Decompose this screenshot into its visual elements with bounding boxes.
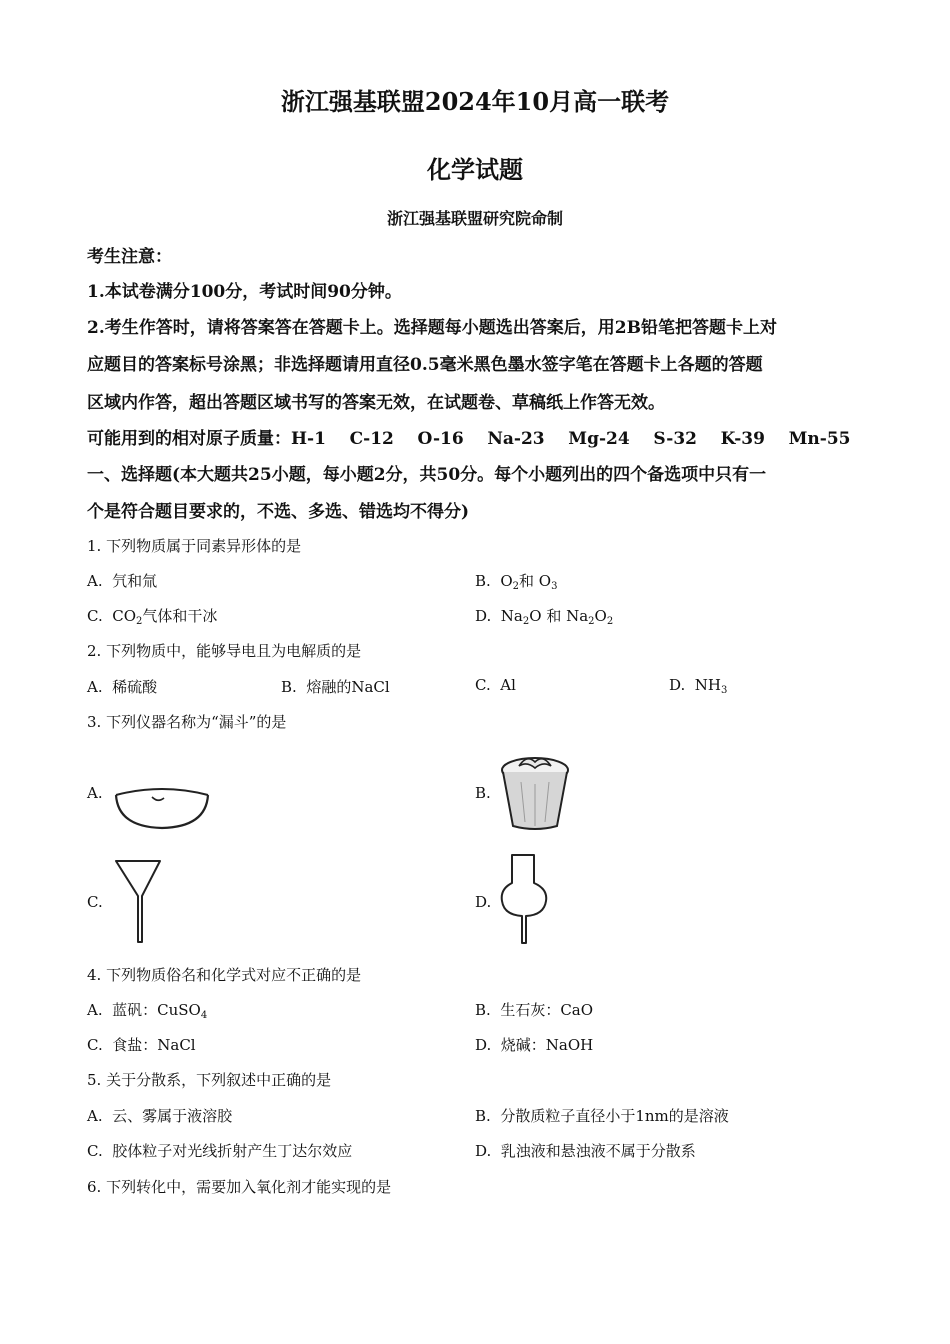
- author-line: 浙江强基联盟研究院命制: [386, 209, 563, 228]
- notice-heading: 考生注意：: [87, 247, 172, 267]
- section-heading-a: 一、选择题(本大题共25小题，每小题2分，共50分。每个小题列出的四个备选项中只有一: [87, 465, 767, 485]
- round-flask-icon: [500, 853, 548, 947]
- q1-option-b: B. $O_2$和 $O_3$: [475, 572, 558, 592]
- q1-option-a: A. 氕和氚: [87, 572, 158, 590]
- q2-option-a: A. 稀硫酸: [87, 678, 158, 696]
- notice-line-2b: 应题目的答案标号涂黑；非选择题请用直径0.5毫米黑色墨水签字笔在答题卡上各题的答题: [87, 355, 763, 375]
- q3-stem: 3. 下列仪器名称为“漏斗”的是: [87, 713, 287, 731]
- q2-option-b: B. 熔融的NaCl: [281, 678, 390, 696]
- q2-option-c: C. Al: [475, 676, 516, 694]
- q6-stem: 6. 下列转化中，需要加入氧化剂才能实现的是: [87, 1178, 392, 1196]
- q1-stem: 1. 下列物质属于同素异形体的是: [87, 537, 302, 555]
- notice-line-1: 1.本试卷满分100分，考试时间90分钟。: [87, 282, 402, 302]
- q5-option-d: D. 乳浊液和悬浊液不属于分散系: [475, 1142, 696, 1160]
- notice-line-2c: 区域内作答，超出答题区域书写的答案无效，在试题卷、草稿纸上作答无效。: [87, 393, 665, 413]
- atomic-masses: 可能用到的相对原子质量：H-1 C-12 O-16 Na-23 Mg-24 S-32 K-39 Mn-55: [87, 429, 851, 449]
- q4-option-a: A. 蓝矾：CuSO$_4$: [87, 1001, 208, 1021]
- funnel-icon: [113, 858, 163, 946]
- q5-option-c: C. 胶体粒子对光线折射产生丁达尔效应: [87, 1142, 353, 1160]
- q4-option-b: B. 生石灰：CaO: [475, 1001, 594, 1019]
- q5-option-b: B. 分散质粒子直径小于1nm的是溶液: [475, 1107, 729, 1125]
- notice-line-2a: 2.考生作答时，请将答案答在答题卡上。选择题每小题选出答案后，用2B铅笔把答题卡上对: [87, 318, 777, 338]
- page-title: 浙江强基联盟2024年10月高一联考: [280, 87, 670, 116]
- q3-option-d: D.: [475, 893, 492, 911]
- q4-option-d: D. 烧碱：NaOH: [475, 1036, 594, 1054]
- q4-option-c: C. 食盐：NaCl: [87, 1036, 196, 1054]
- q3-option-b: B.: [475, 784, 491, 802]
- section-heading-b: 个是符合题目要求的，不选、多选、错选均不得分): [87, 502, 470, 522]
- q1-option-c: C. $CO_2$气体和干冰: [87, 607, 218, 627]
- q3-option-a: A.: [87, 784, 103, 802]
- subject-title: 化学试题: [427, 155, 523, 184]
- q5-stem: 5. 关于分散系，下列叙述中正确的是: [87, 1071, 332, 1089]
- q4-stem: 4. 下列物质俗名和化学式对应不正确的是: [87, 966, 362, 984]
- q2-stem: 2. 下列物质中，能够导电且为电解质的是: [87, 642, 362, 660]
- q5-option-a: A. 云、雾属于液溶胶: [87, 1107, 233, 1125]
- q2-option-d: D. $NH_3$: [669, 676, 728, 696]
- evaporating-dish-icon: [112, 785, 212, 831]
- q3-option-c: C.: [87, 893, 103, 911]
- q1-option-d: D. $Na_2O$ 和 $Na_2O_2$: [475, 607, 614, 627]
- crucible-with-lid-icon: [497, 748, 573, 832]
